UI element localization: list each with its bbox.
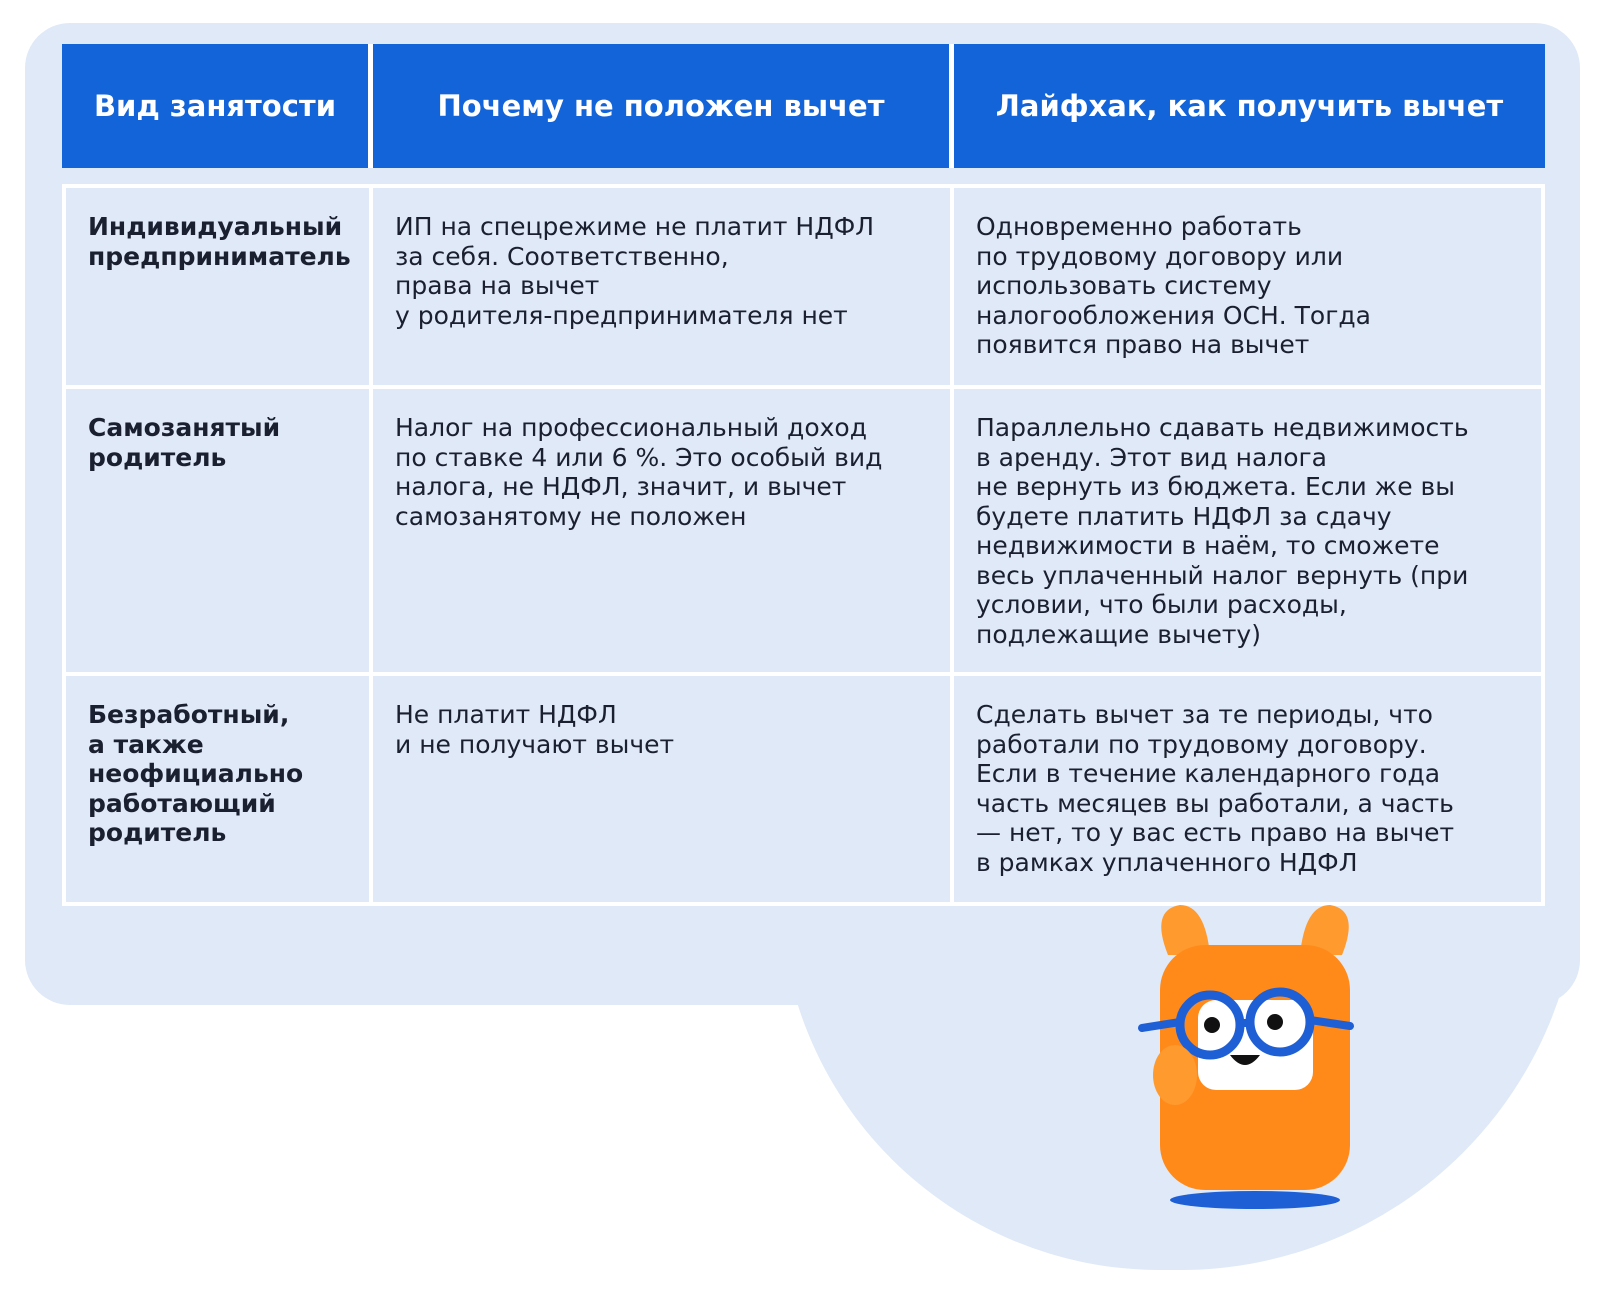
header-lifehack: Лайфхак, как получить вычет (954, 44, 1545, 168)
reason-cell: Налог на профессиональный доход по ставке 4 или 6 %. Это особый вид налога, не НДФЛ, значит, и вычет самозанятому не положен (373, 389, 954, 672)
table-row (66, 389, 1541, 676)
employment-type-cell: Индивидуальный предприниматель (66, 188, 373, 385)
orange-backpack-mascot-icon (1130, 900, 1380, 1220)
mascot-left-leg (1220, 1145, 1238, 1190)
lifehack-cell: Параллельно сдавать недвижимость в аренду. Этот вид налога не вернуть из бюджета. Если же вы будете платить НДФЛ за сдачу недвижимости в наём, то сможете весь уплаченный налог вернуть (при условии, что были расходы, подлежащие вычету) (976, 413, 1469, 649)
mascot-shadow (1170, 1191, 1340, 1209)
table-row (66, 188, 1541, 389)
employment-type-cell: Безработный, а также неофициально работающий родитель (66, 676, 373, 902)
reason-cell: Не платит НДФЛ и не получают вычет (373, 676, 954, 902)
mascot-left-eye (1204, 1017, 1220, 1033)
mascot-right-eye (1267, 1014, 1283, 1030)
table-header (62, 44, 1545, 168)
header-why-no-deduction: Почему не положен вычет (373, 44, 954, 168)
mascot-right-leg (1272, 1145, 1290, 1190)
mascot-hand (1153, 1045, 1197, 1105)
employment-type-cell: Самозанятый родитель (66, 389, 373, 672)
lifehack-cell: Сделать вычет за те периоды, что работали по трудовому договору. Если в течение календарного года часть месяцев вы работали, а часть — нет, то у вас есть право на вычет в рамках уплаченного НДФЛ (976, 700, 1455, 877)
lifehack-cell: Одновременно работать по трудовому договору или использовать систему налогообложения ОСН. Тогда появится право на вычет (976, 212, 1371, 359)
table-body (62, 184, 1545, 906)
table-row (66, 676, 1541, 902)
reason-cell: ИП на спецрежиме не платит НДФЛ за себя. Соответственно, права на вычет у родителя-предпринимателя нет (373, 188, 954, 385)
header-employment-type: Вид занятости (62, 44, 373, 168)
